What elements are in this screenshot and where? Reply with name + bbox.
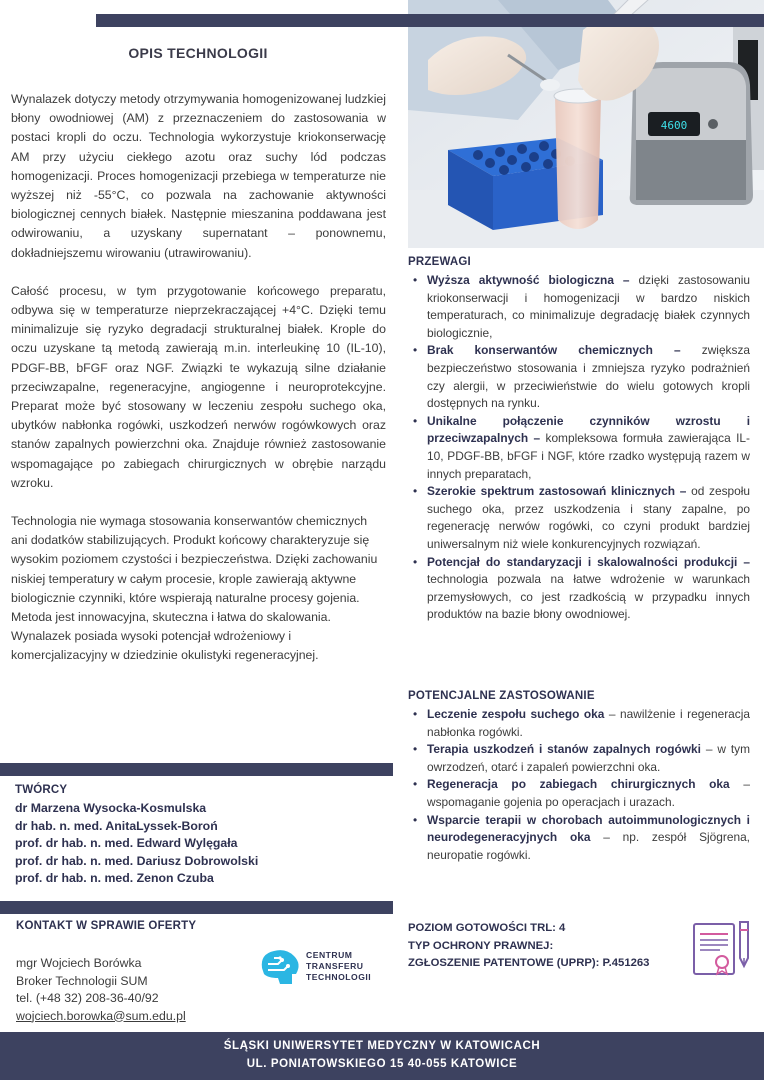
protection-type-label: TYP OCHRONY PRAWNEJ: xyxy=(408,939,554,952)
advantage-item xyxy=(408,483,750,553)
creators-divider xyxy=(0,763,393,776)
advantage-item xyxy=(408,554,750,624)
contact-email-link[interactable]: wojciech.borowka@sum.edu.pl xyxy=(16,1008,186,1023)
application-text: – nawilżenie i regeneracja nabłonka rogówki. xyxy=(427,707,750,739)
photo-top-bar xyxy=(408,14,764,27)
creator-name: prof. dr hab. n. med. Dariusz Dobrowolski xyxy=(15,853,259,868)
contact-divider xyxy=(0,901,393,914)
ctt-logo-line1: CENTRUM xyxy=(306,950,353,960)
applications-heading: POTENCJALNE ZASTOSOWANIE xyxy=(408,690,595,702)
lab-photo-illustration xyxy=(408,0,764,248)
advantage-title: Unikalne połączenie czynników wzrostu i przeciwzapalnych – xyxy=(427,413,750,446)
top-accent-bar xyxy=(96,14,408,27)
application-text: – np. zespół Sjögrena, neuropatie rogówki. xyxy=(427,830,750,862)
technology-description xyxy=(11,90,386,666)
application-item xyxy=(408,706,750,741)
application-title: Regeneracja po zabiegach chirurgicznych oka xyxy=(427,777,730,792)
creator-name: dr hab. n. med. AnitaLyssek-Boroń xyxy=(15,818,218,833)
advantages-heading: PRZEWAGI xyxy=(408,256,471,268)
description-paragraph: Technologia nie wymaga stosowania konserwantów chemicznych ani dodatków stabilizujących. Produkt końcowy charakteryzuje się wysokim poziomem czystości i bezpieczeństwa. Dzięki zachowaniu niskiej temperatury w całym procesie, krople zawierają aktywne biologicznie czynniki, które wspierają naturalne procesy gojenia. Metoda jest innowacyjna, skuteczna i łatwa do skalowania. Wynalazek posiada wysoki potencjał wdrożeniowy i komercjalizacyjny w dziedzinie okulistyki regeneracyjnej. xyxy=(11,514,378,663)
section-title: OPIS TECHNOLOGII xyxy=(128,45,268,61)
advantage-text: dzięki zastosowaniu kriokonserwacji i homogenizacji w bardzo niskich temperaturach, co minimalizuje degradację białek czynnych biologicznie, xyxy=(427,273,750,340)
contact-heading: KONTAKT W SPRAWIE OFERTY xyxy=(16,920,197,932)
application-text: – w tym owrzodzeń, otarć i zapaleń powierzchni oka. xyxy=(427,742,751,774)
contact-name: mgr Wojciech Borówka xyxy=(16,956,142,970)
creators-heading: TWÓRCY xyxy=(15,784,68,796)
advantage-text: kompleksowa formuła zawierająca IL-10, PDGF-BB, bFGF i NGF, które rzadko występują razem w innych preparatach, xyxy=(427,431,750,481)
advantage-item xyxy=(408,413,750,483)
application-item xyxy=(408,812,750,865)
application-title: Wsparcie terapii w chorobach autoimmunologicznych i neurodegeneracyjnych oka xyxy=(427,812,750,845)
device-display: 4600 xyxy=(660,119,688,132)
advantage-title: Szerokie spektrum zastosowań klinicznych – xyxy=(427,484,687,499)
footer xyxy=(0,1032,764,1080)
contact-phone: tel. (+48 32) 208-36-40/92 xyxy=(16,991,159,1005)
advantage-text: zwiększa bezpieczeństwo stosowania i zmniejsza ryzyko podrażnień czy alergii, w przeciwieństwie do wielu gotowych kropli dostępnych na rynku. xyxy=(427,343,751,411)
readiness-info xyxy=(408,920,708,973)
ctt-logo-line2: TRANSFERU xyxy=(306,961,364,971)
advantage-title: Potencjał do standaryzacji i skalowalności produkcji – xyxy=(427,554,750,569)
footer-university: ŚLĄSKI UNIWERSYTET MEDYCZNY W KATOWICACH xyxy=(223,1040,541,1052)
brain-circuit-icon xyxy=(256,946,304,990)
ctt-logo xyxy=(256,946,396,1006)
advantage-item xyxy=(408,272,750,342)
lab-photo xyxy=(408,0,764,248)
application-title: Leczenie zespołu suchego oka xyxy=(427,707,605,721)
description-paragraph: Całość procesu, w tym przygotowanie końcowego preparatu, odbywa się w temperaturze nieprzekraczającej +4°C. Dzięki temu minimalizuje się ryzyko degradacji strukturalnej białek. Krople do oczu uzyskane tą metodą zawierają m.in. interleukinę 10 (IL-10), PDGF-BB, bFGF oraz NGF. Związki te wykazują silne działanie przeciwzapalne, regeneracyjne, angiogenne i neuroprotekcyjne. Preparat może być stosowany w leczeniu zespołu suchego oka, ubytków nabłonka rogówki, uszkodzeń nerwów rogówkowych oraz stanów zapalnych powierzchni oka. Znajduje również zastosowanie wspomagające po zabiegach chirurgicznych w obrębie narządu wzroku. xyxy=(11,283,386,490)
advantage-text: od zespołu suchego oka, przez uszkodzenia i stany zapalne, po regenerację nerwów rogówki, co czyni produkt bardziej uniwersalnym niż wiele konkurencyjnych rozwiązań. xyxy=(427,484,750,551)
application-title: Terapia uszkodzeń i stanów zapalnych rogówki xyxy=(427,742,701,757)
advantage-title: Brak konserwantów chemicznych – xyxy=(427,343,681,358)
creator-name: prof. dr hab. n. med. Edward Wylęgała xyxy=(15,836,238,850)
trl-level: POZIOM GOTOWOŚCI TRL: 4 xyxy=(408,922,566,934)
applications-section xyxy=(408,690,750,864)
advantage-title: Wyższa aktywność biologiczna – xyxy=(427,273,630,287)
certificate-pen-icon xyxy=(690,918,754,980)
advantages-section xyxy=(408,256,750,624)
advantage-item xyxy=(408,342,750,412)
creators-section xyxy=(15,784,385,888)
contact-role: Broker Technologii SUM xyxy=(16,973,148,988)
creator-name: prof. dr hab. n. med. Zenon Czuba xyxy=(15,871,214,885)
patent-application: ZGŁOSZENIE PATENTOWE (UPRP): P.451263 xyxy=(408,957,650,970)
creator-name: dr Marzena Wysocka-Kosmulska xyxy=(15,801,207,815)
application-text: – wspomaganie gojenia po operacjach i urazach. xyxy=(427,777,750,809)
ctt-logo-line3: TECHNOLOGII xyxy=(306,972,372,982)
advantage-text: technologia pozwala na łatwe wdrożenie w warunkach przemysłowych, co jest rzadkością w przypadku innych produktów na bazie błony owodniowej. xyxy=(427,572,750,622)
description-paragraph: Wynalazek dotyczy metody otrzymywania homogenizowanej ludzkiej błony owodniowej (AM) z przeznaczeniem do zastosowania w postaci kropli do oczu. Technologia wykorzystuje kriokonserwację AM przy użyciu ciekłego azotu oraz suchy lód podczas homogenizacji. Proces homogenizacji przebiega w temperaturze nie wyższej niż -55°C, co pozwala na zachowanie aktywności biologicznej cennych białek. Następnie mieszanina poddawana jest odwirowaniu, a uzyskany supernatant – ponownemu, dokładniejszemu wirowaniu (utrawirowaniu). xyxy=(11,92,386,260)
application-item xyxy=(408,741,750,776)
footer-address: UL. PONIATOWSKIEGO 15 40-055 KATOWICE xyxy=(246,1058,518,1070)
application-item xyxy=(408,776,750,811)
